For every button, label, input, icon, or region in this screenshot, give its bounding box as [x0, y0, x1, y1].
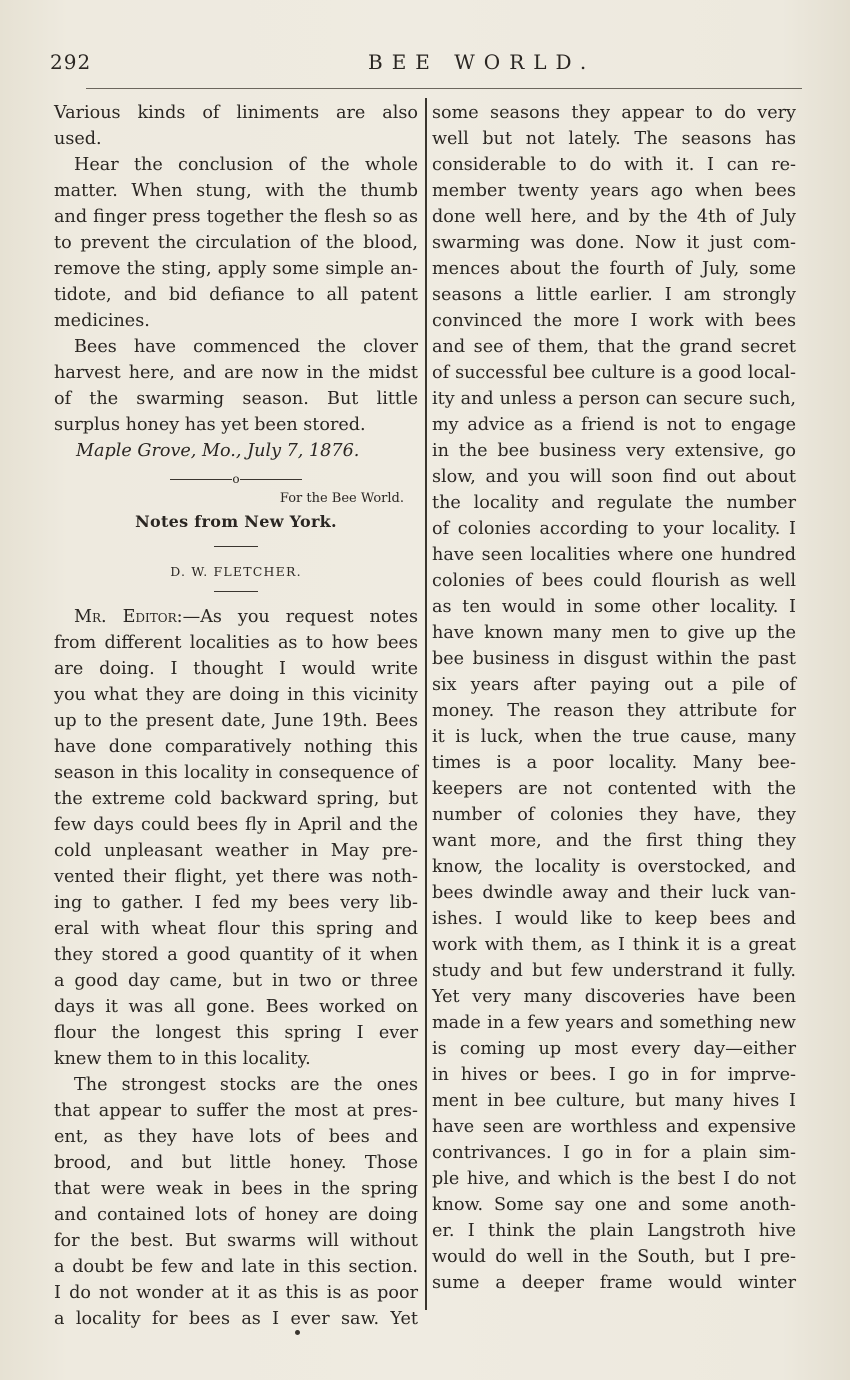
text-line: Hear the conclusion of the whole: [74, 155, 418, 175]
text-line: seasons a little earlier. I am strongly: [432, 285, 796, 305]
text-line: money. The reason they attribute for: [432, 701, 796, 721]
salutation: Mr. Editor:: [74, 607, 183, 627]
section-divider: [54, 468, 418, 490]
text-line: mences about the fourth of July, some: [432, 259, 796, 279]
text-line: a good day came, but in two or three: [54, 971, 418, 991]
text-line: eral with wheat flour this spring and: [54, 919, 418, 939]
text-line: up to the present date, June 19th. Bees: [54, 711, 418, 731]
text-line: tidote, and bid defiance to all patent: [54, 285, 418, 305]
text-line: member twenty years ago when bees: [432, 181, 796, 201]
text-line: done well here, and by the 4th of July: [432, 207, 796, 227]
text-line: knew them to in this locality.: [54, 1049, 311, 1069]
text-line: know. Some say one and some anoth-: [432, 1195, 796, 1215]
text-line: well but not lately. The seasons has: [432, 129, 796, 149]
text-line: have done comparatively nothing this: [54, 737, 418, 757]
text-line: swarming was done. Now it just com-: [432, 233, 796, 253]
divider-mark: o: [232, 472, 240, 486]
text-line: you what they are doing in this vicinity: [54, 685, 418, 705]
text-line: slow, and you will soon find out about: [432, 467, 796, 487]
text-line: that appear to suffer the most at pres-: [54, 1101, 418, 1121]
article-source: For the Bee World.: [279, 491, 404, 506]
divider-rule: [170, 479, 232, 480]
text-line: want more, and the first thing they: [432, 831, 796, 851]
text-line: and finger press together the flesh so as: [54, 207, 418, 227]
text-line: ent, as they have lots of bees and: [54, 1127, 418, 1147]
text-line: six years after paying out a pile of: [432, 675, 796, 695]
text-line: harvest here, and are now in the midst: [54, 363, 418, 383]
text-line: bee business in disgust within the past: [432, 649, 796, 669]
header-rule: [86, 88, 802, 89]
text-line: have known many men to give up the: [432, 623, 796, 643]
text-line: in the bee business very extensive, go: [432, 441, 796, 461]
article-dateline: Maple Grove, Mo., July 7, 1876.: [76, 441, 360, 461]
text-line: surplus honey has yet been stored.: [54, 415, 366, 435]
text-line: ple hive, and which is the best I do not: [432, 1169, 796, 1189]
text-line: ment in bee culture, but many hives I: [432, 1091, 796, 1111]
text-line: days it was all gone. Bees worked on: [54, 997, 418, 1017]
text-line: it is luck, when the true cause, many: [432, 727, 796, 747]
text-line: flour the longest this spring I ever: [54, 1023, 418, 1043]
text-line: remove the sting, apply some simple an-: [54, 259, 418, 279]
text-line: that were weak in bees in the spring: [54, 1179, 418, 1199]
text-line: The strongest stocks are the ones: [74, 1075, 418, 1095]
text-line: they stored a good quantity of it when: [54, 945, 418, 965]
text-line: Yet very many discoveries have been: [432, 987, 796, 1007]
text-line: work with them, as I think it is a great: [432, 935, 796, 955]
text-line: to prevent the circulation of the blood,: [54, 233, 418, 253]
text-line: a doubt be few and late in this section.: [54, 1257, 418, 1277]
text-line: Various kinds of liniments are also: [54, 103, 418, 123]
text-line: would do well in the South, but I pre-: [432, 1247, 796, 1267]
text-line: and contained lots of honey are doing: [54, 1205, 418, 1225]
page-number: 292: [50, 50, 92, 74]
author-rule: [214, 591, 258, 592]
text-line: from different localities as to how bees: [54, 633, 418, 653]
text-line: few days could bees fly in April and the: [54, 815, 418, 835]
ink-spot: [295, 1330, 300, 1335]
text-line: [54, 604, 418, 630]
text-line: have seen localities where one hundred: [432, 545, 796, 565]
column-divider: [425, 98, 427, 1310]
text-line: season in this locality in consequence of: [54, 763, 418, 783]
text-line: my advice as a friend is not to engage: [432, 415, 796, 435]
text-line: are doing. I thought I would write: [54, 659, 418, 679]
text-line: sume a deeper frame would winter: [432, 1273, 796, 1293]
text-line: brood, and but little honey. Those: [54, 1153, 418, 1173]
text-line: of colonies according to your locality. I: [432, 519, 796, 539]
page-header: [48, 50, 802, 80]
text-line: cold unpleasant weather in May pre-: [54, 841, 418, 861]
text-line: have seen are worthless and expensive: [432, 1117, 796, 1137]
text-line: of the swarming season. But little: [54, 389, 418, 409]
text-line: Bees have commenced the clover: [74, 337, 418, 357]
text-line: of successful bee culture is a good local-: [432, 363, 796, 383]
text-line: a locality for bees as I ever saw. Yet: [54, 1309, 418, 1329]
text-line: colonies of bees could flourish as well: [432, 571, 796, 591]
article-author: D. W. FLETCHER.: [170, 564, 302, 579]
text-line: made in a few years and something new: [432, 1013, 796, 1033]
text-line: the extreme cold backward spring, but: [54, 789, 418, 809]
text-line: as ten would in some other locality. I: [432, 597, 796, 617]
text-line: number of colonies they have, they: [432, 805, 796, 825]
article-title: Notes from New York.: [135, 512, 337, 531]
text-line: bees dwindle away and their luck van-: [432, 883, 796, 903]
text-line: the locality and regulate the number: [432, 493, 796, 513]
title-rule: [214, 546, 258, 547]
text-line: er. I think the plain Langstroth hive: [432, 1221, 796, 1241]
text-line: for the best. But swarms will without: [54, 1231, 418, 1251]
text-line: ity and unless a person can secure such,: [432, 389, 796, 409]
text-line: ishes. I would like to keep bees and: [432, 909, 796, 929]
text-line: some seasons they appear to do very: [432, 103, 796, 123]
text-line: and see of them, that the grand secret: [432, 337, 796, 357]
text-line: medicines.: [54, 311, 150, 331]
text-line: times is a poor locality. Many bee-: [432, 753, 796, 773]
text-line: matter. When stung, with the thumb: [54, 181, 418, 201]
text-line: vented their flight, yet there was noth-: [54, 867, 418, 887]
text-fragment: —As you request notes: [182, 607, 418, 627]
text-line: ing to gather. I fed my bees very lib-: [54, 893, 418, 913]
text-line: know, the locality is overstocked, and: [432, 857, 796, 877]
text-line: used.: [54, 129, 102, 149]
text-line: is coming up most every day—either: [432, 1039, 796, 1059]
text-line: considerable to do with it. I can re-: [432, 155, 796, 175]
running-head: BEE WORLD.: [368, 50, 596, 74]
text-line: study and but few understrand it fully.: [432, 961, 796, 981]
right-column: [432, 100, 796, 1296]
divider-rule: [240, 479, 302, 480]
text-line: contrivances. I go in for a plain sim-: [432, 1143, 796, 1163]
text-line: I do not wonder at it as this is as poor: [54, 1283, 418, 1303]
text-line: convinced the more I work with bees: [432, 311, 796, 331]
left-column: [54, 100, 418, 1332]
text-line: in hives or bees. I go in for imprve-: [432, 1065, 796, 1085]
text-line: keepers are not contented with the: [432, 779, 796, 799]
